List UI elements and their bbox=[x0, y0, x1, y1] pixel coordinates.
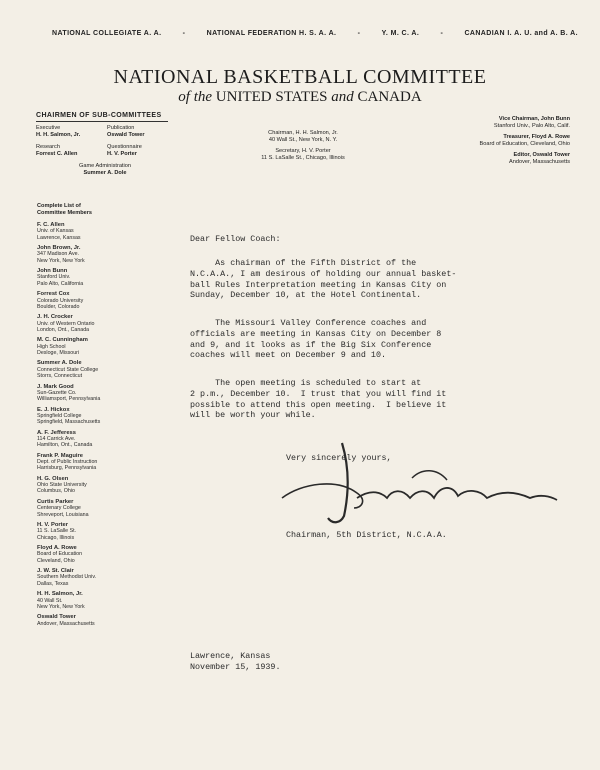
publication-name: Oswald Tower bbox=[107, 132, 145, 138]
member-line: 114 Carrick Ave. bbox=[37, 436, 76, 442]
list-item bbox=[37, 522, 147, 541]
member-line: Connecticut State College bbox=[37, 366, 99, 373]
member-line: Hamilton, Ont., Canada bbox=[37, 442, 93, 449]
vice-chairman-title: Vice Chairman, John Bunn bbox=[498, 116, 570, 122]
research-block bbox=[36, 144, 77, 158]
list-item bbox=[37, 337, 147, 356]
member-line: Ohio State University bbox=[37, 482, 87, 489]
member-line: Stanford Univ. bbox=[37, 274, 71, 281]
letter-paragraph-3: The open meeting is scheduled to start at 2 p.m., December 10. I trust that you will find it possible to attend this open meeting. I believe it will be worth your while. bbox=[190, 378, 447, 421]
research-label: Research bbox=[36, 144, 60, 150]
affiliation-nfhsaa: NATIONAL FEDERATION H. S. A. A. bbox=[206, 30, 337, 37]
list-item bbox=[37, 453, 147, 472]
member-name: M. C. Cunningham bbox=[37, 337, 88, 344]
member-line: Univ. of Western Ontario bbox=[37, 320, 95, 327]
member-line: New York, New York bbox=[37, 257, 85, 264]
member-name: J. H. Crocker bbox=[37, 314, 73, 321]
member-line: Sun-Gazette Co. bbox=[37, 389, 77, 396]
chairman-title: Chairman, H. H. Salmon, Jr. bbox=[268, 130, 338, 136]
chairman-address: 40 Wall St., New York, N. Y. bbox=[268, 137, 338, 143]
list-item bbox=[37, 222, 147, 241]
subtitle-of-the: of the bbox=[178, 89, 213, 105]
questionnaire-name: H. V. Porter bbox=[107, 151, 137, 157]
game-admin-name: Summer A. Dole bbox=[83, 170, 127, 176]
list-item bbox=[37, 568, 147, 587]
vice-chairman-address: Stanford Univ., Palo Alto, Calif. bbox=[493, 123, 570, 129]
officers-center bbox=[238, 130, 368, 162]
member-line: Lawrence, Kansas bbox=[37, 234, 81, 241]
list-item bbox=[37, 476, 147, 495]
member-name: Forrest Cox bbox=[37, 291, 70, 298]
treasurer-address: Board of Education, Cleveland, Ohio bbox=[479, 141, 570, 147]
list-item bbox=[37, 545, 147, 564]
executive-name: H. H. Salmon, Jr. bbox=[36, 132, 81, 138]
member-name: J. W. St. Clair bbox=[37, 568, 74, 575]
secretary-title: Secretary, H. V. Porter bbox=[275, 148, 331, 154]
member-name: John Brown, Jr. bbox=[37, 245, 81, 252]
subtitle-canada: CANADA bbox=[357, 89, 422, 105]
list-item bbox=[37, 407, 147, 426]
game-admin-label: Game Administration bbox=[79, 163, 131, 169]
member-name: Summer A. Dole bbox=[37, 360, 82, 367]
member-line: Board of Education bbox=[37, 551, 83, 558]
member-line: Shreveport, Louisiana bbox=[37, 511, 89, 518]
game-admin-block bbox=[50, 163, 160, 177]
executive-block bbox=[36, 125, 80, 139]
list-item bbox=[37, 499, 147, 518]
letter-place: Lawrence, Kansas bbox=[190, 651, 271, 661]
affiliation-canadian: CANADIAN I. A. U. and A. B. A. bbox=[464, 30, 578, 37]
affiliation-ymca: Y. M. C. A. bbox=[381, 30, 420, 37]
separator: - bbox=[357, 30, 361, 37]
letter-closing: Very sincerely yours, bbox=[286, 453, 392, 463]
member-line: High School bbox=[37, 343, 66, 350]
member-line: London, Ont., Canada bbox=[37, 326, 90, 333]
separator: - bbox=[182, 30, 186, 37]
member-line: Centenary College bbox=[37, 505, 81, 512]
executive-label: Executive bbox=[36, 125, 61, 131]
member-line: Springfield College bbox=[37, 412, 82, 419]
member-name: J. Mark Good bbox=[37, 383, 74, 390]
member-line: Andover, Massachusetts bbox=[37, 620, 95, 627]
member-name: Oswald Tower bbox=[37, 614, 76, 621]
members-list bbox=[37, 222, 147, 631]
member-line: Chicago, Illinois bbox=[37, 534, 75, 541]
list-item bbox=[37, 614, 147, 627]
member-line: 11 S. LaSalle St. bbox=[37, 528, 77, 535]
list-item bbox=[37, 360, 147, 379]
members-heading bbox=[37, 203, 92, 217]
member-line: Cleveland, Ohio bbox=[37, 557, 75, 564]
member-name: F. C. Allen bbox=[37, 222, 65, 228]
list-item bbox=[37, 591, 147, 610]
member-line: Harrisburg, Pennsylvania bbox=[37, 465, 97, 472]
members-heading-line: Committee Members bbox=[37, 210, 93, 216]
list-item bbox=[37, 384, 147, 403]
letter-paragraph-1: As chairman of the Fifth District of the N.C.A.A., I am desirous of holding our annual basket- ball Rules Interpretation meeting in Kansas City on Sunday, December 10, at the Hotel Continental. bbox=[190, 258, 457, 301]
member-name: E. J. Hickox bbox=[37, 406, 70, 413]
member-line: 347 Madison Ave. bbox=[37, 251, 80, 258]
list-item bbox=[37, 245, 147, 264]
member-line: New York, New York bbox=[37, 603, 85, 610]
editor-address: Andover, Massachusetts bbox=[509, 159, 570, 165]
subtitle-and: and bbox=[331, 89, 354, 105]
subcommittees-heading: CHAIRMEN OF SUB-COMMITTEES bbox=[36, 112, 162, 119]
member-name: H. G. Olsen bbox=[37, 475, 69, 482]
member-line: Springfield, Massachusetts bbox=[37, 419, 101, 426]
member-name: John Bunn bbox=[37, 268, 68, 275]
research-name: Forrest C. Allen bbox=[36, 151, 78, 157]
member-line: Columbus, Ohio bbox=[37, 488, 75, 495]
list-item bbox=[37, 314, 147, 333]
member-name: A. F. Jefferess bbox=[37, 429, 76, 436]
member-name: Floyd A. Rowe bbox=[37, 545, 77, 552]
subtitle-united-states: UNITED STATES bbox=[215, 89, 328, 105]
affiliation-ncaa: NATIONAL COLLEGIATE A. A. bbox=[52, 30, 162, 37]
member-line: Palo Alto, California bbox=[37, 280, 84, 287]
handwritten-signature bbox=[262, 438, 562, 528]
member-line: 40 Wall St. bbox=[37, 597, 63, 604]
publication-label: Publication bbox=[107, 125, 135, 131]
member-line: Williamsport, Pennsylvania bbox=[37, 396, 101, 403]
member-line: Dept. of Public Instruction bbox=[37, 459, 98, 466]
questionnaire-label: Questionnaire bbox=[107, 144, 142, 150]
member-name: H. H. Salmon, Jr. bbox=[37, 591, 83, 598]
signer-title: Chairman, 5th District, N.C.A.A. bbox=[286, 530, 447, 540]
member-line: Desloge, Missouri bbox=[37, 349, 80, 356]
questionnaire-block bbox=[107, 144, 142, 158]
letter-date: November 15, 1939. bbox=[190, 662, 281, 672]
list-item bbox=[37, 291, 147, 310]
member-line: Southern Methodist Univ. bbox=[37, 574, 97, 581]
secretary-address: 11 S. LaSalle St., Chicago, Illinois bbox=[261, 155, 345, 161]
members-heading-line: Complete List of bbox=[37, 203, 81, 209]
member-name: Curtis Parker bbox=[37, 498, 74, 505]
editor-title: Editor, Oswald Tower bbox=[513, 152, 570, 158]
member-name: H. V. Porter bbox=[37, 522, 69, 529]
member-name: Frank P. Maguire bbox=[37, 452, 83, 459]
committee-subtitle bbox=[0, 89, 600, 106]
committee-title: NATIONAL BASKETBALL COMMITTEE bbox=[113, 66, 487, 88]
list-item bbox=[37, 430, 147, 449]
publication-block bbox=[107, 125, 145, 139]
member-line: Univ. of Kansas bbox=[37, 228, 74, 235]
member-line: Colorado University bbox=[37, 297, 84, 304]
member-line: Boulder, Colorado bbox=[37, 303, 80, 310]
letter-salutation: Dear Fellow Coach: bbox=[190, 234, 281, 244]
letter-paragraph-2: The Missouri Valley Conference coaches and officials are meeting in Kansas City on December 8 and 9, and it looks as if the Big Six Conference coaches will meet on December 9 and 10. bbox=[190, 318, 442, 361]
treasurer-title: Treasurer, Floyd A. Rowe bbox=[503, 134, 570, 140]
member-line: Dallas, Texas bbox=[37, 580, 69, 587]
officers-right bbox=[400, 116, 570, 166]
list-item bbox=[37, 268, 147, 287]
separator: - bbox=[440, 30, 444, 37]
member-line: Storrs, Connecticut bbox=[37, 373, 83, 380]
affiliations-bar bbox=[52, 30, 578, 37]
subcommittees-rule bbox=[36, 121, 168, 122]
